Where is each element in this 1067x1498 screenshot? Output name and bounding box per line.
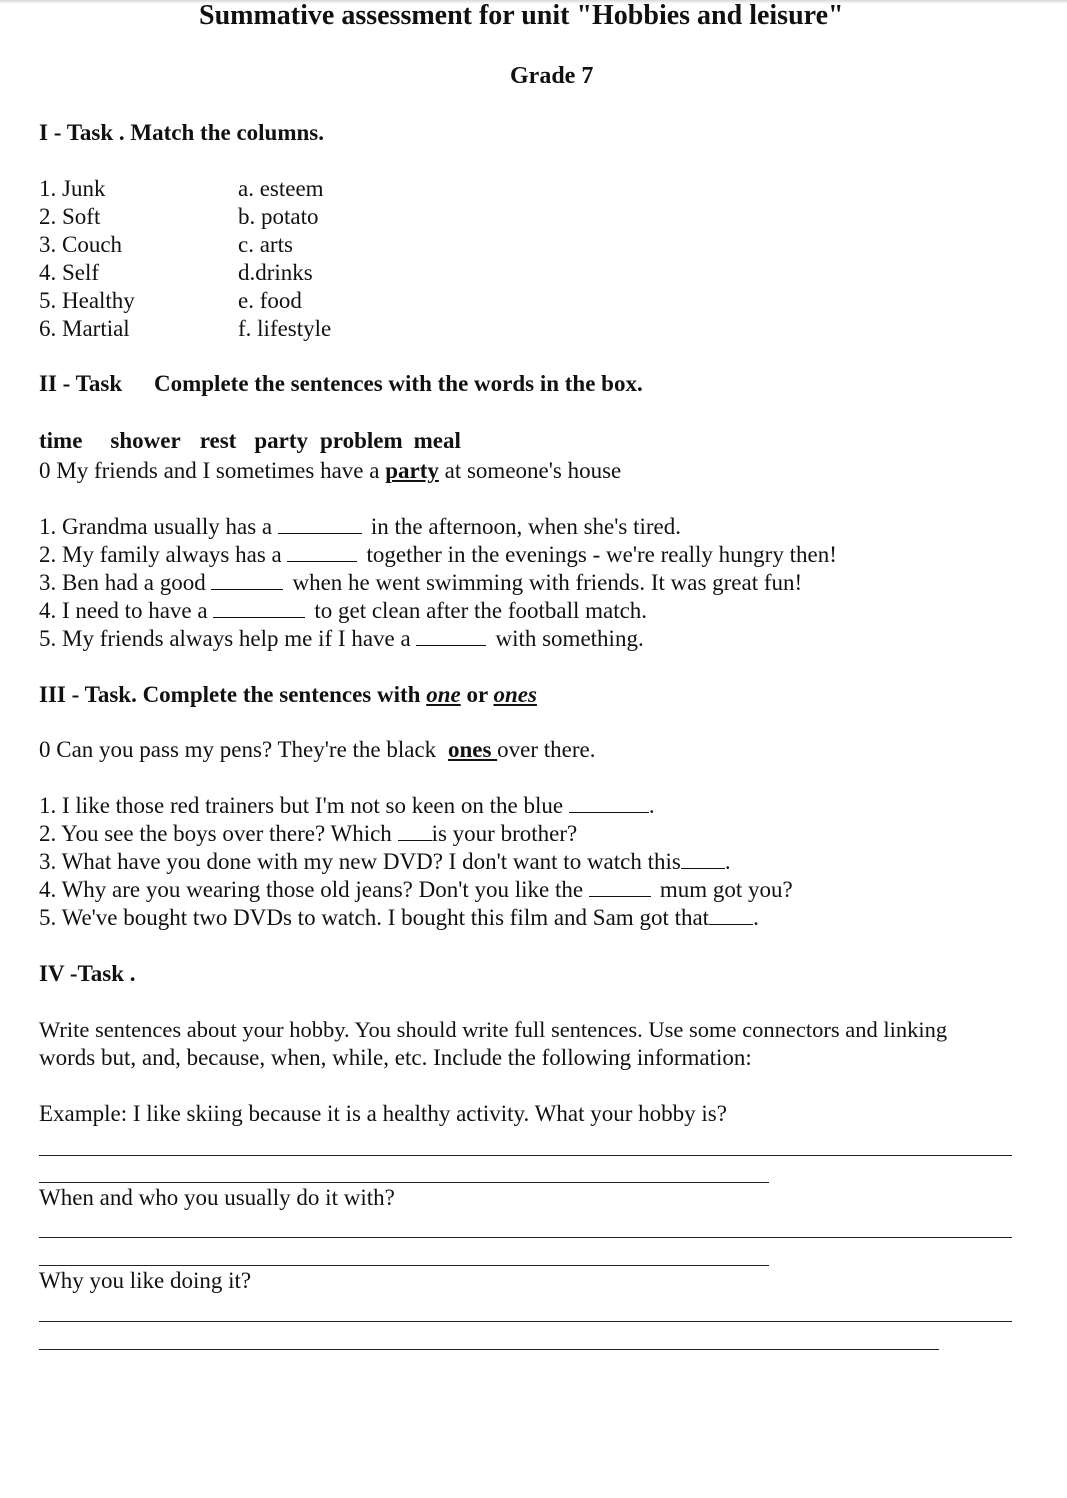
word-box: [39, 427, 461, 455]
match-right-item: e. food: [238, 288, 302, 313]
answer-line[interactable]: [39, 1265, 769, 1266]
task4-instruction-line2: words but, and, because, when, while, etc. Include the following information:: [39, 1045, 752, 1070]
answer-blank[interactable]: [589, 876, 651, 897]
answer-line[interactable]: [39, 1349, 939, 1350]
task2-item: 3. Ben had a good when he went swimming with friends. It was great fun!: [39, 570, 803, 595]
answer-line[interactable]: [39, 1321, 1012, 1322]
answer-blank[interactable]: [211, 569, 283, 590]
answer-blank[interactable]: [709, 904, 753, 925]
answer-blank[interactable]: [681, 848, 725, 869]
word-box-item: meal: [413, 428, 461, 453]
task4-question-2: When and who you usually do it with?: [39, 1185, 395, 1210]
task4-heading: IV -Task .: [39, 961, 136, 986]
task2-heading-number: II - Task: [39, 371, 123, 396]
example-answer: party: [385, 458, 439, 483]
answer-blank[interactable]: [278, 513, 362, 534]
match-right-item: a. esteem: [238, 176, 324, 201]
answer-blank[interactable]: [398, 820, 432, 841]
answer-blank[interactable]: [287, 541, 357, 562]
task3-item: 4. Why are you wearing those old jeans? Don't you like the mum got you?: [39, 877, 793, 902]
heading-word-ones: ones: [493, 682, 537, 707]
match-right-item: b. potato: [238, 204, 319, 229]
task1-heading: I - Task . Match the columns.: [39, 120, 324, 145]
example-answer: ones: [447, 737, 498, 762]
match-right-item: c. arts: [238, 232, 293, 257]
word-box-item: rest: [199, 428, 237, 453]
match-left-item: 3. Couch: [39, 232, 123, 257]
task2-item: 5. My friends always help me if I have a with something.: [39, 626, 644, 651]
match-left-item: 1. Junk: [39, 176, 106, 201]
task3-item: 3. What have you done with my new DVD? I don't want to watch this .: [39, 849, 731, 874]
page-title: Summative assessment for unit "Hobbies and leisure": [199, 0, 844, 31]
task3-item: 5. We've bought two DVDs to watch. I bought this film and Sam got that .: [39, 905, 759, 930]
task4-instruction-line1: Write sentences about your hobby. You should write full sentences. Use some connectors and linking: [39, 1017, 948, 1042]
word-box-item: time: [39, 428, 83, 453]
task3-example: 0 Can you pass my pens? They're the black ones over there.: [39, 737, 596, 762]
answer-blank[interactable]: [213, 597, 305, 618]
match-left-item: 5. Healthy: [39, 288, 135, 313]
answer-line[interactable]: [39, 1182, 769, 1183]
match-left-item: 4. Self: [39, 260, 100, 285]
answer-line[interactable]: [39, 1155, 1012, 1156]
task2-heading-text: Complete the sentences with the words in the box.: [154, 371, 643, 396]
answer-blank[interactable]: [569, 792, 649, 813]
word-box-item: problem: [320, 428, 403, 453]
task4-question-3: Why you like doing it?: [39, 1268, 252, 1293]
match-left-item: 6. Martial: [39, 316, 130, 341]
task3-heading: III - Task. Complete the sentences with one or ones: [39, 682, 537, 707]
task2-example: 0 My friends and I sometimes have a party at someone's house: [39, 458, 622, 483]
match-right-item: f. lifestyle: [238, 316, 332, 341]
task2-item: 2. My family always has a together in the evenings - we're really hungry then!: [39, 542, 837, 567]
word-box-item: shower: [110, 428, 181, 453]
task2-item: 4. I need to have a to get clean after the football match.: [39, 598, 648, 623]
heading-word-one: one: [426, 682, 461, 707]
task3-item: 1. I like those red trainers but I'm not so keen on the blue .: [39, 793, 655, 818]
task3-item: 2. You see the boys over there? Which is your brother?: [39, 821, 578, 846]
answer-line[interactable]: [39, 1237, 1012, 1238]
task4-example: Example: I like skiing because it is a healthy activity. What your hobby is?: [39, 1101, 727, 1126]
answer-blank[interactable]: [416, 625, 486, 646]
word-box-item: party: [254, 428, 308, 453]
task2-item: 1. Grandma usually has a in the afternoon, when she's tired.: [39, 514, 681, 539]
grade-label: Grade 7: [510, 63, 594, 89]
match-left-item: 2. Soft: [39, 204, 101, 229]
match-right-item: d.drinks: [238, 260, 313, 285]
